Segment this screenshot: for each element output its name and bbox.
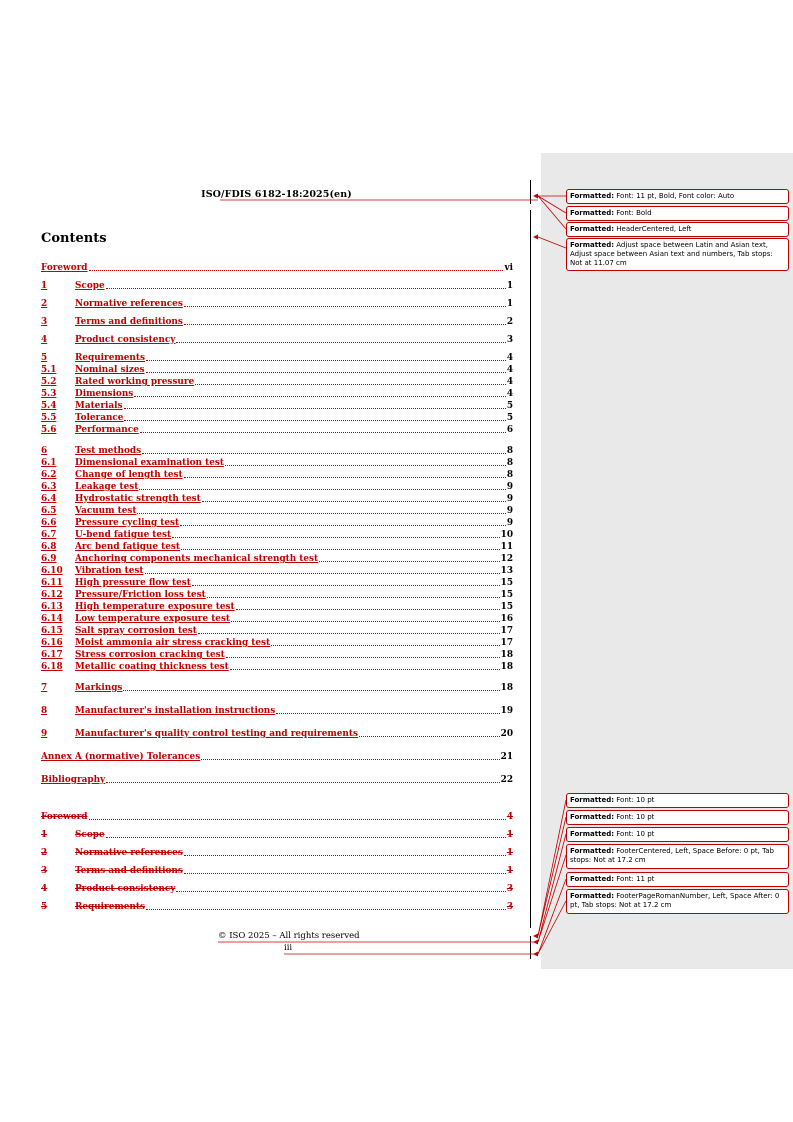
toc-title: Change of length test (75, 470, 183, 480)
formatting-balloon[interactable] (566, 872, 789, 887)
balloon-label: Formatted: (570, 225, 615, 233)
toc-number: 3 (41, 866, 48, 876)
toc-page: 4 (506, 377, 513, 387)
toc-number: 6.1 (41, 458, 57, 468)
toc-title: Stress corrosion cracking test (75, 650, 225, 660)
toc-title: Leakage test (75, 482, 139, 492)
balloon-label: Formatted: (570, 813, 615, 821)
toc-page: 8 (506, 446, 513, 456)
toc-number: 6.14 (41, 614, 63, 624)
toc-page: 17 (500, 638, 513, 648)
toc-page: 13 (500, 566, 513, 576)
formatting-balloon[interactable] (566, 222, 789, 237)
toc-number: 4 (41, 884, 48, 894)
toc-page: 3 (506, 335, 513, 345)
toc-page: 18 (500, 683, 513, 693)
toc-number: 6.2 (41, 470, 57, 480)
toc-title: Terms and definitions (75, 866, 183, 876)
toc-title: Terms and definitions (75, 317, 183, 327)
toc-title: Annex A (normative) Tolerances (41, 752, 201, 762)
balloon-label: Formatted: (570, 875, 615, 883)
toc-page: 4 (506, 353, 513, 363)
balloon-label: Formatted: (570, 892, 615, 900)
toc-number: 5.2 (41, 377, 57, 387)
toc-page: 4 (506, 365, 513, 375)
toc-page: 16 (500, 614, 513, 624)
toc-page: 15 (500, 602, 513, 612)
toc-number: 6.18 (41, 662, 63, 672)
toc-page: 4 (506, 389, 513, 399)
toc-number: 9 (41, 729, 48, 739)
toc-page: 12 (500, 554, 513, 564)
header-title[interactable]: ISO/FDIS 6182-18:2025(en) (201, 189, 352, 200)
toc-page: 11 (500, 542, 513, 552)
toc-title: Scope (75, 830, 105, 840)
balloon-text: Adjust space between Latin and Asian text, Adjust space between Asian text and numbers, Tab stops: Not at 11.07 cm (570, 241, 773, 267)
balloon-label: Formatted: (570, 830, 615, 838)
toc-title: Normative references (75, 848, 183, 858)
toc-title: Normative references (75, 299, 183, 309)
toc-number: 8 (41, 706, 48, 716)
toc-title: Arc bend fatigue test (75, 542, 180, 552)
toc-title: Materials (75, 401, 123, 411)
toc-title: Anchoring components mechanical strength test (75, 554, 319, 564)
toc-number: 6.12 (41, 590, 63, 600)
toc-number: 6.4 (41, 494, 57, 504)
formatting-balloon[interactable] (566, 810, 789, 825)
toc-title: Product consistency (75, 884, 176, 894)
toc-page: vi (504, 263, 513, 273)
toc-number: 2 (41, 299, 48, 309)
contents-heading: Contents (41, 231, 107, 246)
toc-number: 2 (41, 848, 48, 858)
toc-page: 5 (506, 401, 513, 411)
toc-number: 6.16 (41, 638, 63, 648)
toc-title: Manufacturer's quality control testing and requirements (75, 729, 358, 739)
toc-page: 9 (506, 482, 513, 492)
toc-page: 3 (506, 884, 513, 894)
toc-title: Dimensional examination test (75, 458, 224, 468)
toc-page: 10 (500, 530, 513, 540)
toc-number: 6.9 (41, 554, 57, 564)
toc-page: 19 (500, 706, 513, 716)
toc-title: Markings (75, 683, 123, 693)
toc-number: 6.10 (41, 566, 63, 576)
footer-copyright[interactable]: © ISO 2025 – All rights reserved (218, 931, 360, 941)
toc-number: 7 (41, 683, 48, 693)
toc-number: 1 (41, 830, 48, 840)
toc-page: 4 (506, 812, 513, 822)
toc-page: 1 (506, 866, 513, 876)
toc-title: Product consistency (75, 335, 176, 345)
toc-title: Hydrostatic strength test (75, 494, 201, 504)
toc-number: 3 (41, 317, 48, 327)
footer-page-number[interactable]: iii (284, 943, 293, 953)
toc-number: 6.3 (41, 482, 57, 492)
toc-number: 4 (41, 335, 48, 345)
toc-title: Test methods (75, 446, 142, 456)
toc-number: 5.4 (41, 401, 57, 411)
toc-page: 21 (500, 752, 513, 762)
toc-page: 3 (506, 902, 513, 912)
toc-title: Dimensions (75, 389, 134, 399)
toc-title: Low temperature exposure test (75, 614, 231, 624)
toc-number: 5.1 (41, 365, 57, 375)
formatting-balloon[interactable] (566, 889, 789, 914)
toc-number: 6.15 (41, 626, 63, 636)
toc-title: Bibliography (41, 775, 106, 785)
toc-number: 5.6 (41, 425, 57, 435)
toc-number: 6.8 (41, 542, 57, 552)
toc-page: 1 (506, 299, 513, 309)
toc-number: 6.5 (41, 506, 57, 516)
toc-title: Scope (75, 281, 105, 291)
toc-page: 6 (506, 425, 513, 435)
formatting-balloon[interactable] (566, 793, 789, 808)
balloon-text: Font: 10 pt (616, 796, 655, 804)
toc-number: 6.6 (41, 518, 57, 528)
toc-title: Tolerance (75, 413, 124, 423)
toc-page: 9 (506, 494, 513, 504)
toc-page: 18 (500, 650, 513, 660)
toc-number: 1 (41, 281, 48, 291)
formatting-balloon[interactable] (566, 844, 789, 869)
toc-page: 8 (506, 470, 513, 480)
toc-title: Pressure/Friction loss test (75, 590, 206, 600)
toc-title: Moist ammonia air stress cracking test (75, 638, 271, 648)
toc-number: 6.11 (41, 578, 63, 588)
formatting-balloon[interactable] (566, 206, 789, 221)
balloon-label: Formatted: (570, 847, 615, 855)
balloon-text: Font: 10 pt (616, 830, 655, 838)
toc-page: 15 (500, 590, 513, 600)
toc-page: 1 (506, 281, 513, 291)
toc-number: 6 (41, 446, 48, 456)
balloon-label: Formatted: (570, 209, 615, 217)
toc-title: Performance (75, 425, 139, 435)
balloon-text: FooterCentered, Left, Space Before: 0 pt, Tab stops: Not at 17.2 cm (570, 847, 774, 864)
toc-page: 5 (506, 413, 513, 423)
toc-number: 6.13 (41, 602, 63, 612)
toc-title: Nominal sizes (75, 365, 145, 375)
formatting-balloon[interactable] (566, 827, 789, 842)
toc-title: Metallic coating thickness test (75, 662, 229, 672)
formatting-balloon[interactable] (566, 238, 789, 271)
toc-title: High pressure flow test (75, 578, 191, 588)
toc-page: 20 (500, 729, 513, 739)
balloon-text: Font: Bold (616, 209, 652, 217)
toc-title: Manufacturer's installation instructions (75, 706, 276, 716)
toc-number: 6.17 (41, 650, 63, 660)
toc-title: Requirements (75, 353, 145, 363)
balloon-text: Font: 11 pt, Bold, Font color: Auto (616, 192, 735, 200)
toc-page: 1 (506, 830, 513, 840)
toc-title: High temperature exposure test (75, 602, 235, 612)
toc-page: 9 (506, 506, 513, 516)
toc-page: 1 (506, 848, 513, 858)
balloon-label: Formatted: (570, 796, 615, 804)
balloon-label: Formatted: (570, 241, 615, 249)
toc-page: 9 (506, 518, 513, 528)
toc-page: 8 (506, 458, 513, 468)
toc-page: 22 (500, 775, 513, 785)
toc-title: Foreword (41, 263, 88, 273)
toc-title: U-bend fatigue test (75, 530, 172, 540)
balloon-text: Font: 11 pt (616, 875, 655, 883)
toc-page: 15 (500, 578, 513, 588)
toc-page: 18 (500, 662, 513, 672)
toc-title: Pressure cycling test (75, 518, 180, 528)
toc-page: 2 (506, 317, 513, 327)
toc-number: 5.3 (41, 389, 57, 399)
toc-number: 6.7 (41, 530, 57, 540)
toc-title: Foreword (41, 812, 88, 822)
balloon-text: FooterPageRomanNumber, Left, Space After: 0 pt, Tab stops: Not at 17.2 cm (570, 892, 780, 909)
toc-number: 5 (41, 902, 48, 912)
toc-title: Vibration test (75, 566, 144, 576)
toc-page: 17 (500, 626, 513, 636)
toc-title: Salt spray corrosion test (75, 626, 197, 636)
toc-number: 5.5 (41, 413, 57, 423)
toc-title: Requirements (75, 902, 145, 912)
balloon-label: Formatted: (570, 192, 615, 200)
formatting-balloon[interactable] (566, 189, 789, 204)
toc-title: Rated working pressure (75, 377, 195, 387)
balloon-text: HeaderCentered, Left (616, 225, 692, 233)
toc-number: 5 (41, 353, 48, 363)
toc-title: Vacuum test (75, 506, 137, 516)
balloon-text: Font: 10 pt (616, 813, 655, 821)
